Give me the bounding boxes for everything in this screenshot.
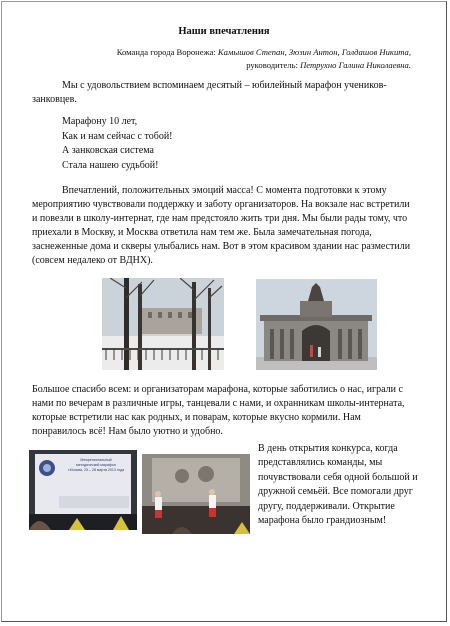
team-leader: Петрухно Галина Николаевна.	[300, 60, 411, 70]
impressions-paragraph: Впечатлений, положительных эмоций масса! С момента подготовки к этому мероприятию чувствовали поддержку и заботу организаторов. На вокзале нас встретили и повезли в школу-интернат, где нам предстояло жить три дня. Мы были рады тому, что приехали в Москву, и Москва ответила нам тем же. Была замечательная погода, заснеженные дома и скверы улыбались нам. Вот в этом красивом здании нас разместили (совсем недалеко от ВДНХ).	[32, 185, 411, 266]
thanks-paragraph: Большое спасибо всем: и организаторам марафона, которые заботились о нас, играли с нами по вечерам в различные игры, танцевали с нами, и охранникам школы-интерната, которые встретили нас как родных, и поварам, которые вкусно кормили. Нам понравилось всё! Нам было уютно и удобно.	[32, 384, 405, 437]
poem-line: Как и нам сейчас с тобой!	[62, 130, 173, 142]
team-prefix: Команда города Воронежа:	[116, 47, 218, 57]
slide-text	[59, 458, 133, 473]
team-info	[81, 46, 411, 72]
slide-line: Межрегиональный	[80, 458, 112, 462]
presentation-slide-photo	[29, 450, 137, 530]
poem-line: Марафону 10 лет,	[62, 116, 138, 127]
stage-performance-photo	[142, 454, 250, 534]
poem-line: А занковская система	[62, 145, 154, 156]
poem	[62, 115, 173, 173]
opening-day-text: В день открытия конкурса, когда представлялись команды, мы почувствовали себя одной большой и дружной семьёй. Все помогали друг другу, поддерживали. Открытие марафона было грандиозным!	[258, 443, 418, 527]
intro-paragraph: Мы с удовольствием вспоминаем десятый – юбилейный марафон учеников-занковцев.	[32, 80, 387, 105]
poem-line: Стала нашею судьбой!	[62, 159, 159, 171]
arch-monument-photo	[256, 279, 377, 370]
page-title: Наши впечатления	[178, 26, 270, 37]
team-members: Камышов Степан, Зюзин Антон, Голдашов Никита,	[217, 47, 411, 57]
slide-line: г.Москва, 25 – 28 марта 2013 года	[67, 468, 125, 472]
document-page	[1, 1, 447, 622]
slide-line: методический марафон	[76, 463, 116, 467]
leader-prefix: руководитель:	[246, 60, 301, 70]
snowy-park-photo	[102, 278, 224, 370]
